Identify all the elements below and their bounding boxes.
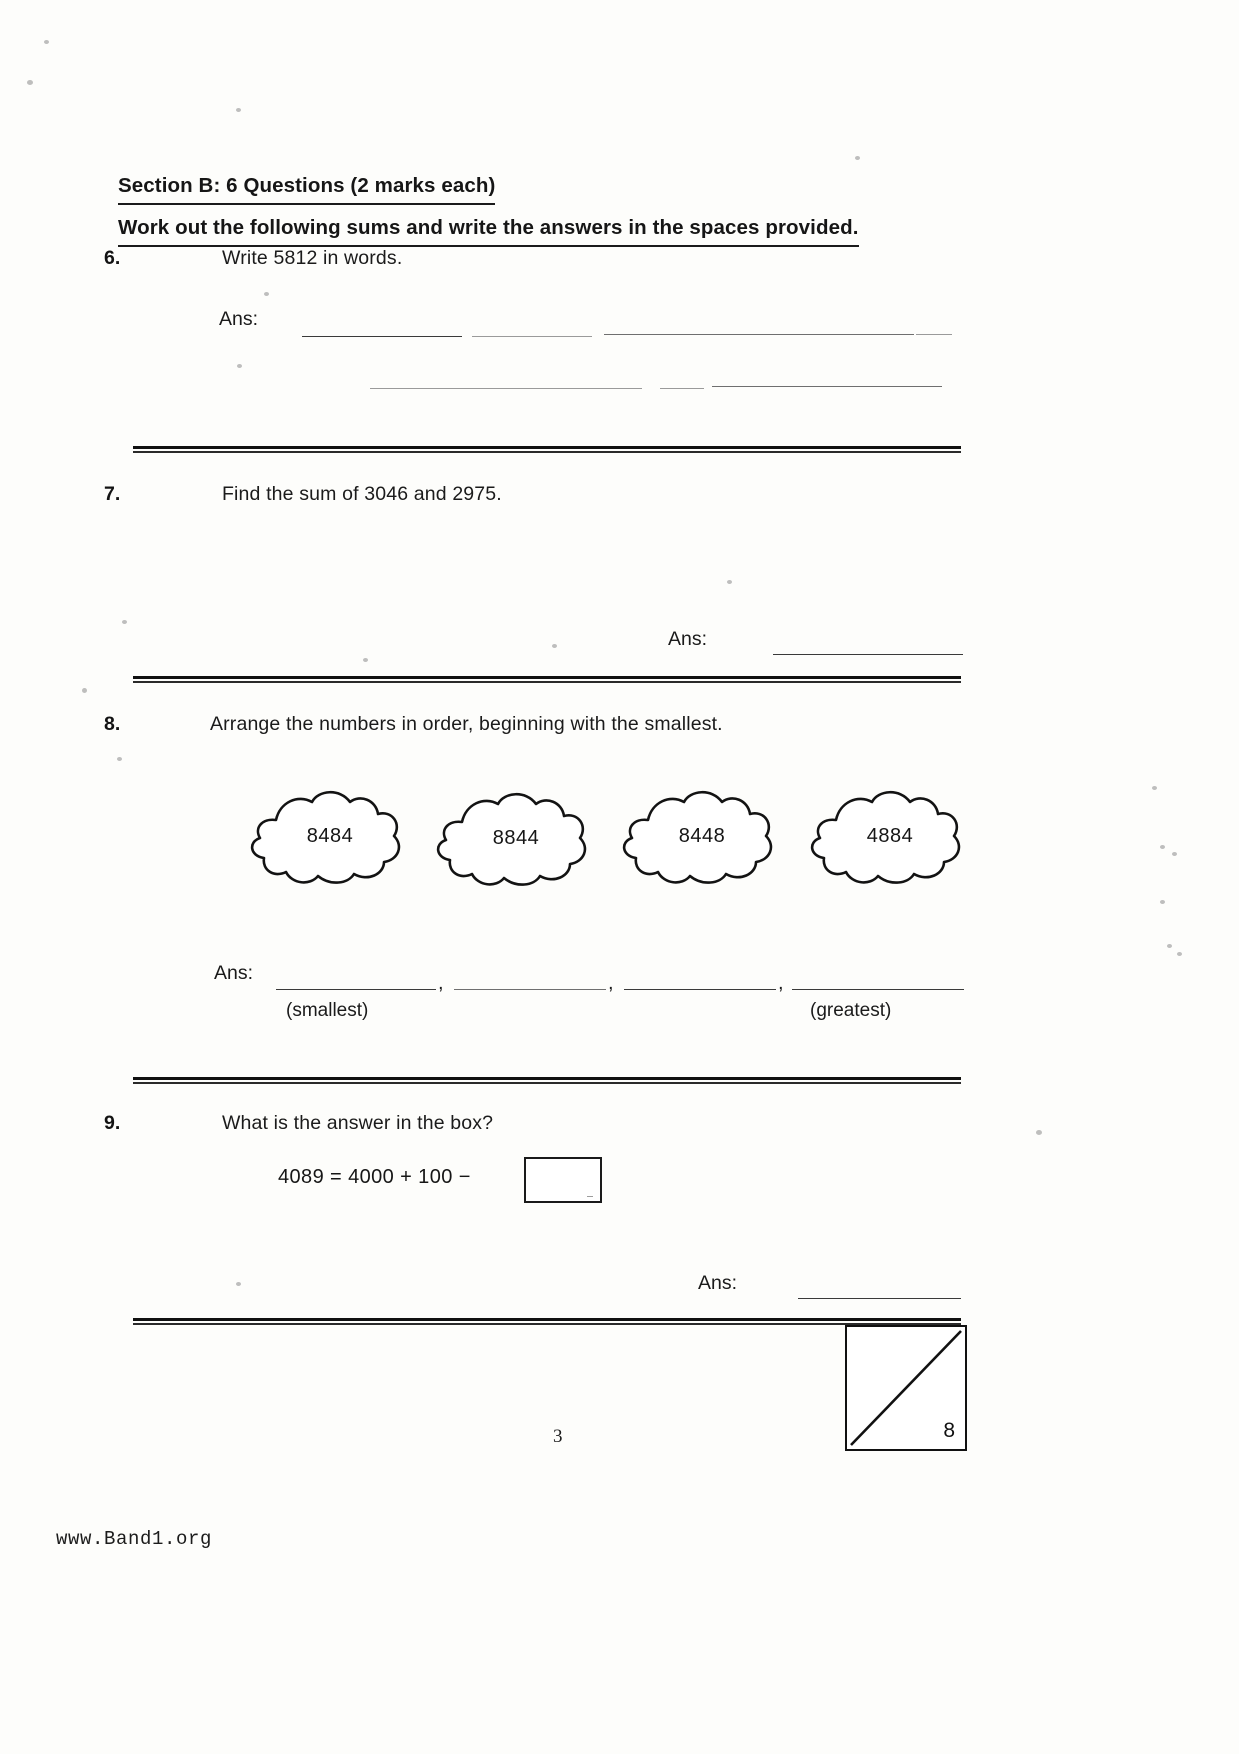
question-6-answer-line-2b[interactable] xyxy=(660,388,704,389)
question-9-separator-shadow xyxy=(133,1323,961,1325)
question-6-number: 6. xyxy=(104,247,121,269)
scan-speck xyxy=(122,620,127,624)
question-6-answer-line-1b[interactable] xyxy=(472,336,592,337)
scan-speck xyxy=(1167,944,1172,948)
cloud-value-4: 4884 xyxy=(866,824,914,847)
question-6-separator xyxy=(133,446,961,449)
scan-speck xyxy=(1036,1130,1042,1135)
footer-url: www.Band1.org xyxy=(56,1528,213,1550)
question-8-answer-line-3[interactable] xyxy=(624,989,776,990)
question-8-comma-2: , xyxy=(608,972,614,994)
scan-speck xyxy=(1177,952,1182,956)
question-8-separator xyxy=(133,1077,961,1080)
scan-speck xyxy=(236,1282,241,1286)
question-6-answer-line-2a[interactable] xyxy=(370,388,642,389)
cloud-shape-4 xyxy=(800,776,980,896)
scan-speck xyxy=(552,644,557,648)
scan-speck xyxy=(1160,845,1165,849)
question-8-answer-line-1[interactable] xyxy=(276,989,436,990)
question-6-text: Write 5812 in words. xyxy=(222,247,403,269)
answer-box-corner-mark xyxy=(587,1190,593,1197)
question-8-answer-line-2[interactable] xyxy=(454,989,606,990)
cloud-value-2: 8844 xyxy=(492,826,540,849)
marks-box-total: 8 xyxy=(943,1419,955,1442)
question-6-answer-line-1d[interactable] xyxy=(916,334,952,335)
cloud-shape-2 xyxy=(426,778,606,898)
scan-speck xyxy=(264,292,269,296)
question-8-comma-1: , xyxy=(438,972,444,994)
question-6-answer-line-1c[interactable] xyxy=(604,334,914,335)
cloud-value-1: 8484 xyxy=(306,824,354,847)
scan-speck xyxy=(1172,852,1177,856)
cloud-shape-1 xyxy=(240,776,420,896)
section-heading-line-2: Work out the following sums and write the answers in the spaces provided. xyxy=(118,212,859,247)
question-8-answer-group xyxy=(214,962,974,1032)
question-7-answer-line[interactable] xyxy=(773,654,963,655)
section-heading xyxy=(118,170,1138,247)
question-8-text: Arrange the numbers in order, beginning with the smallest. xyxy=(210,713,723,735)
scan-speck xyxy=(82,688,87,693)
question-8-caption-greatest: (greatest) xyxy=(810,1000,892,1021)
question-8-comma-3: , xyxy=(778,972,784,994)
scan-speck xyxy=(236,108,241,112)
question-7-text: Find the sum of 3046 and 2975. xyxy=(222,483,502,505)
question-9-answer-box[interactable] xyxy=(524,1157,602,1203)
scan-speck xyxy=(855,156,860,160)
question-8-number: 8. xyxy=(104,713,121,735)
question-6-answer-line-1a[interactable] xyxy=(302,336,462,337)
scan-speck xyxy=(27,80,33,85)
question-9-ans-label: Ans: xyxy=(698,1272,738,1294)
page-number: 3 xyxy=(553,1426,563,1447)
question-6-answer-line-2c[interactable] xyxy=(712,386,942,387)
question-9-equation: 4089 = 4000 + 100 − xyxy=(278,1166,471,1188)
question-8-separator-shadow xyxy=(133,1082,961,1084)
question-8-ans-label: Ans: xyxy=(214,962,254,984)
section-heading-line-1: Section B: 6 Questions (2 marks each) xyxy=(118,170,495,205)
question-7-separator-shadow xyxy=(133,681,961,683)
scan-speck xyxy=(1152,786,1157,790)
question-8-caption-smallest: (smallest) xyxy=(286,1000,369,1021)
question-9-number: 9. xyxy=(104,1112,121,1134)
question-9-text: What is the answer in the box? xyxy=(222,1112,494,1134)
question-9-separator xyxy=(133,1318,961,1321)
cloud-shape-3 xyxy=(612,776,792,896)
scan-speck xyxy=(1160,900,1165,904)
question-6-ans-label: Ans: xyxy=(219,308,259,330)
question-7-ans-label: Ans: xyxy=(668,628,708,650)
scan-speck xyxy=(363,658,368,662)
scan-speck xyxy=(727,580,732,584)
cloud-value-3: 8448 xyxy=(678,824,726,847)
question-7-separator xyxy=(133,676,961,679)
question-8-answer-line-4[interactable] xyxy=(792,989,964,990)
question-7-number: 7. xyxy=(104,483,121,505)
question-6-separator-shadow xyxy=(133,451,961,453)
scan-speck xyxy=(237,364,242,368)
question-8-cloud-row xyxy=(240,776,980,906)
scan-speck xyxy=(117,757,122,761)
scan-speck xyxy=(44,40,49,44)
question-9-answer-line[interactable] xyxy=(798,1298,961,1299)
marks-box[interactable] xyxy=(845,1325,967,1451)
